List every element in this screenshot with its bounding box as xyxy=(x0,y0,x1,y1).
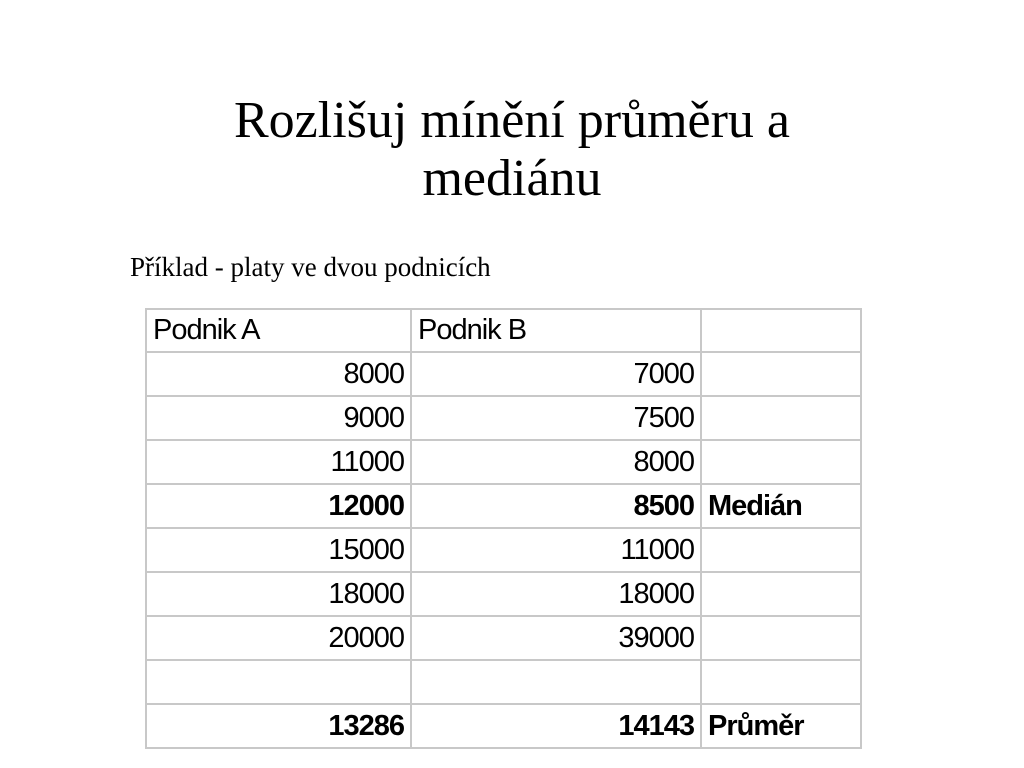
cell-podnik-a-average: 13286 xyxy=(146,704,411,748)
table-row-average xyxy=(146,704,861,748)
cell-podnik-b: 7000 xyxy=(411,352,701,396)
table-row xyxy=(146,528,861,572)
slide-title xyxy=(112,92,912,208)
table-row xyxy=(146,440,861,484)
slide-subtitle: Příklad - platy ve dvou podnicích xyxy=(130,252,491,282)
table-header-row xyxy=(146,309,861,352)
cell-label xyxy=(701,528,861,572)
table-row xyxy=(146,352,861,396)
cell-label xyxy=(701,660,861,704)
cell-podnik-b: 7500 xyxy=(411,396,701,440)
cell-label xyxy=(701,440,861,484)
cell-podnik-a: 8000 xyxy=(146,352,411,396)
cell-podnik-b: 11000 xyxy=(411,528,701,572)
cell-podnik-a-median: 12000 xyxy=(146,484,411,528)
cell-podnik-a: 15000 xyxy=(146,528,411,572)
cell-podnik-a: 11000 xyxy=(146,440,411,484)
table-row xyxy=(146,572,861,616)
cell-podnik-b: 18000 xyxy=(411,572,701,616)
table-row-empty xyxy=(146,660,861,704)
cell-label-median: Medián xyxy=(701,484,861,528)
cell-label xyxy=(701,616,861,660)
cell-podnik-b: 39000 xyxy=(411,616,701,660)
table-row xyxy=(146,616,861,660)
slide-title-line-2: mediánu xyxy=(422,150,602,207)
salary-table xyxy=(145,308,862,749)
header-podnik-b: Podnik B xyxy=(411,309,701,352)
header-podnik-a: Podnik A xyxy=(146,309,411,352)
cell-podnik-a: 20000 xyxy=(146,616,411,660)
cell-podnik-b-average: 14143 xyxy=(411,704,701,748)
table-row-median xyxy=(146,484,861,528)
cell-podnik-a xyxy=(146,660,411,704)
cell-podnik-b: 8000 xyxy=(411,440,701,484)
cell-podnik-a: 9000 xyxy=(146,396,411,440)
header-label xyxy=(701,309,861,352)
cell-label-average: Průměr xyxy=(701,704,861,748)
table-row xyxy=(146,396,861,440)
cell-label xyxy=(701,396,861,440)
cell-label xyxy=(701,352,861,396)
cell-podnik-a: 18000 xyxy=(146,572,411,616)
cell-podnik-b-median: 8500 xyxy=(411,484,701,528)
cell-podnik-b xyxy=(411,660,701,704)
slide-title-line-1: Rozlišuj mínění průměru a xyxy=(233,92,790,149)
cell-label xyxy=(701,572,861,616)
